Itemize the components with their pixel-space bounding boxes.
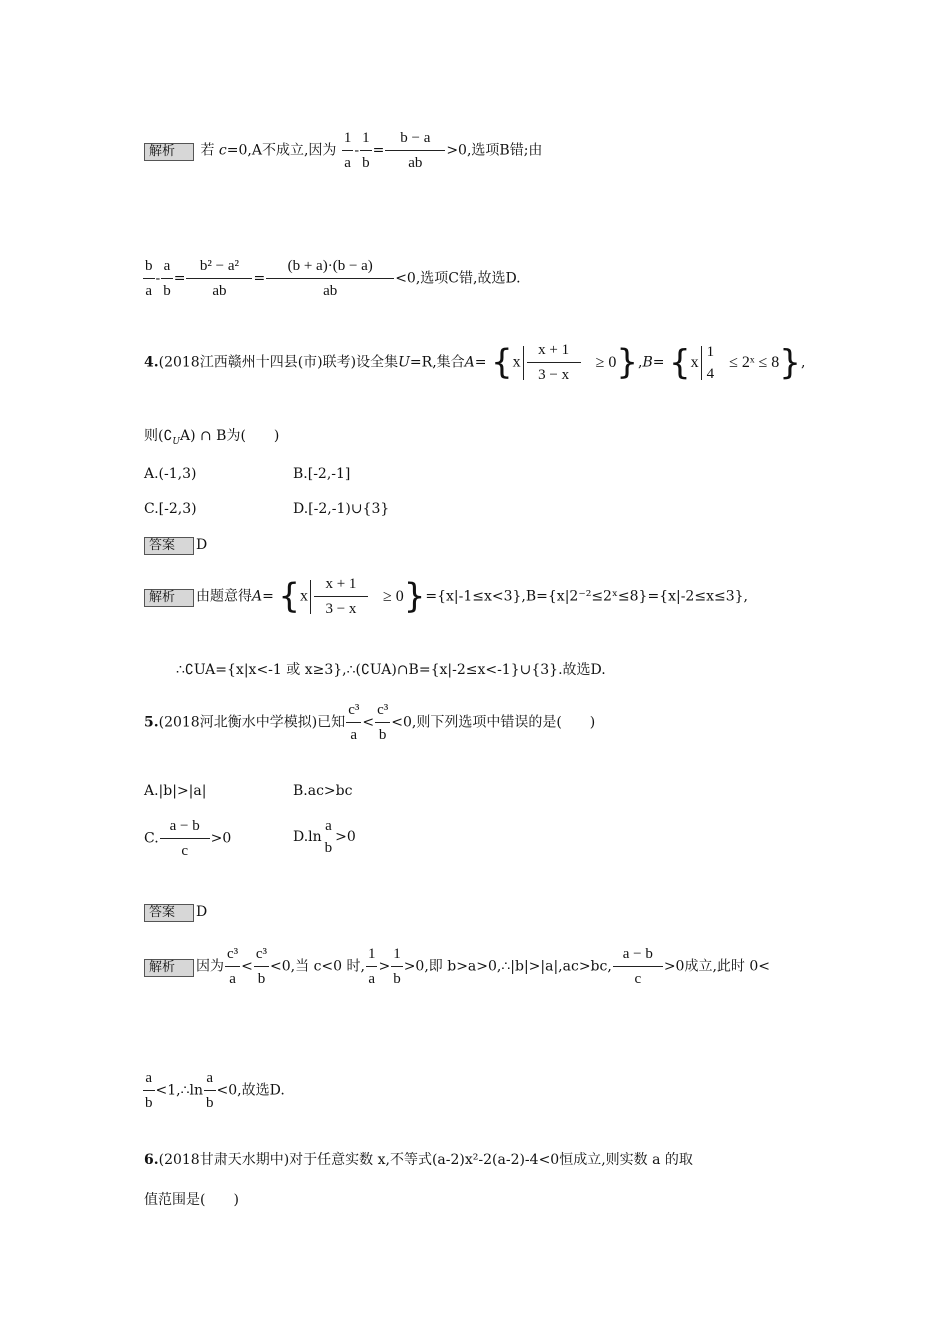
fraction: 1 4 xyxy=(706,343,715,382)
q5-option-a: A.|b|>|a| xyxy=(144,783,207,799)
fraction: $\frac{a}{b}$ xyxy=(145,1070,153,1111)
analysis-tag: 解析 xyxy=(144,959,194,977)
text: C. xyxy=(144,830,159,847)
var-c: c xyxy=(218,142,227,159)
var-B: B xyxy=(642,354,653,371)
analysis-tag: 解析 xyxy=(144,143,194,161)
q5-answer xyxy=(144,902,207,922)
fraction: $\frac{1}{b}$ xyxy=(362,130,370,171)
text: (2018甘肃天水期中)对于任意实数 x,不等式(a-2)x²-2(a-2)-4<0恒成立,则实数 a 的取 xyxy=(158,1152,693,1168)
analysis-tag: 解析 xyxy=(144,589,194,607)
fraction: $\frac{x + 1}{3 - x}$ xyxy=(527,340,581,385)
fraction: $\frac{1}{b}$ xyxy=(393,946,401,987)
q4-answer xyxy=(144,535,207,555)
minus-sign: - xyxy=(354,142,360,159)
q4-option-c: C.[-2,3) xyxy=(144,501,197,517)
question-number: 5. xyxy=(144,714,159,731)
answer-value: D xyxy=(196,904,208,920)
text: <0,当 c<0 时, xyxy=(270,958,365,975)
equals-sign: = xyxy=(474,354,487,371)
text: (2018河北衡水中学模拟)已知 xyxy=(158,714,346,731)
set-var: x xyxy=(512,353,521,371)
q4-stem xyxy=(144,340,805,385)
set-condition: ≥ 0 xyxy=(595,353,617,371)
q4-option-a: A.(-1,3) xyxy=(144,466,197,482)
text: >0,选项B错;由 xyxy=(446,142,543,159)
text: (2018江西赣州十四县(市)联考)设全集 xyxy=(158,354,399,371)
set-A: {x $\frac{x + 1}{3 - x}$ ≥ 0} xyxy=(278,576,426,617)
var-A: A xyxy=(252,588,263,605)
q3-analysis-line2 xyxy=(142,256,521,301)
text: 因为 xyxy=(196,958,224,975)
set-var: x xyxy=(299,587,308,605)
fraction: $\frac{a - b}{c}$ xyxy=(613,944,663,989)
fraction: $\frac{\text{c³}}{b}$ xyxy=(255,946,268,987)
question-number: 6. xyxy=(144,1152,159,1168)
set-condition: ≥ 0 xyxy=(382,587,404,605)
text: <1,∴ln xyxy=(155,1082,203,1099)
set-A: {x $\frac{x + 1}{3 - x}$ ≥ 0} xyxy=(490,342,639,383)
fraction: $\frac{1}{a}$ xyxy=(343,130,352,171)
q5-option-b: B.ac>bc xyxy=(293,783,353,799)
text: >0,即 b>a>0,∴|b|>|a|,ac>bc, xyxy=(403,958,612,975)
less-than: < xyxy=(362,714,375,731)
var-U: U xyxy=(398,354,410,371)
question-number: 4. xyxy=(144,354,159,371)
answer-value: D xyxy=(196,537,208,553)
fraction: $\frac{b - a}{ab}$ xyxy=(385,128,445,173)
fraction: $\frac{\text{c³}}{b}$ xyxy=(377,702,389,743)
q3-analysis-line1 xyxy=(144,128,542,173)
equals-sign: = xyxy=(262,588,274,605)
fraction: $\frac{a - b}{c}$ xyxy=(160,816,210,861)
equals-sign: = xyxy=(253,270,266,287)
q6-stem-line1 xyxy=(144,1150,693,1170)
text: <0,则下列选项中错误的是( ) xyxy=(391,714,596,731)
q4-ask xyxy=(144,426,279,452)
minus-sign: - xyxy=(155,270,161,287)
q6-stem-line2: 值范围是( ) xyxy=(144,1192,239,1208)
fraction: $\frac{a}{b}$ xyxy=(163,258,171,299)
comma: , xyxy=(800,354,806,371)
equals-sign: = xyxy=(173,270,186,287)
set-condition: ≤ 2ˣ ≤ 8 xyxy=(729,353,780,371)
set-B: {x 1 4 ≤ 2ˣ ≤ 8} xyxy=(668,342,801,383)
text: 若 xyxy=(200,142,219,159)
text: <0,故选D. xyxy=(216,1082,285,1099)
text: >0 xyxy=(210,830,232,847)
fraction: a b xyxy=(324,818,333,856)
less-than: < xyxy=(241,958,253,975)
text: =R,集合 xyxy=(409,354,465,371)
fraction: $\frac{1}{a}$ xyxy=(367,946,376,987)
fraction: $\frac{b}{a}$ xyxy=(145,258,153,299)
fraction: $\frac{\text{b² − a²}}{ab}$ xyxy=(186,256,252,301)
fraction: $\frac{a}{b}$ xyxy=(206,1070,214,1111)
fraction: $\frac{\text{c³}}{a}$ xyxy=(348,702,360,743)
subscript: U xyxy=(172,436,180,447)
equals-sign: = xyxy=(652,354,665,371)
q5-option-c xyxy=(144,816,231,861)
fraction: $\frac{\text{c³}}{a}$ xyxy=(227,946,239,987)
q4-analysis-line2: ∴∁UA={x|x<-1 或 x≥3},∴(∁UA)∩B={x|-2≤x<-1}∪{3}.故选D. xyxy=(176,662,606,678)
q4-option-b: B.[-2,-1] xyxy=(293,466,351,482)
text: 由题意得 xyxy=(196,588,252,605)
text: A) ∩ B为( ) xyxy=(179,428,280,444)
text: D.ln xyxy=(293,829,322,845)
q5-analysis-line1 xyxy=(144,944,770,989)
text: ={x|-1≤x<3},B={x|2⁻²≤2ˣ≤8}={x|-2≤x≤3}, xyxy=(425,588,748,605)
text: 则(∁ xyxy=(144,428,173,444)
q4-option-d: D.[-2,-1)∪{3} xyxy=(293,501,390,517)
answer-tag: 答案 xyxy=(144,904,194,922)
text: >0 xyxy=(335,829,356,845)
greater-than: > xyxy=(378,958,391,975)
text: =0,A不成立,因为 xyxy=(226,142,337,159)
q5-option-d xyxy=(293,816,356,858)
answer-tag: 答案 xyxy=(144,537,194,555)
set-var: x xyxy=(690,353,699,371)
var-A: A xyxy=(464,354,475,371)
text: >0成立,此时 0< xyxy=(663,958,770,975)
fraction: $\frac{(b + a)\cdot(b - a)}{ab}$ xyxy=(266,256,394,301)
comma: , xyxy=(638,354,643,371)
text: <0,选项C错,故选D. xyxy=(395,270,521,287)
equals-sign: = xyxy=(372,142,385,159)
q5-analysis-line2 xyxy=(142,1068,285,1113)
q4-analysis-line1 xyxy=(144,574,748,619)
fraction: $\frac{x + 1}{3 - x}$ xyxy=(314,574,368,619)
q5-stem xyxy=(144,700,595,745)
